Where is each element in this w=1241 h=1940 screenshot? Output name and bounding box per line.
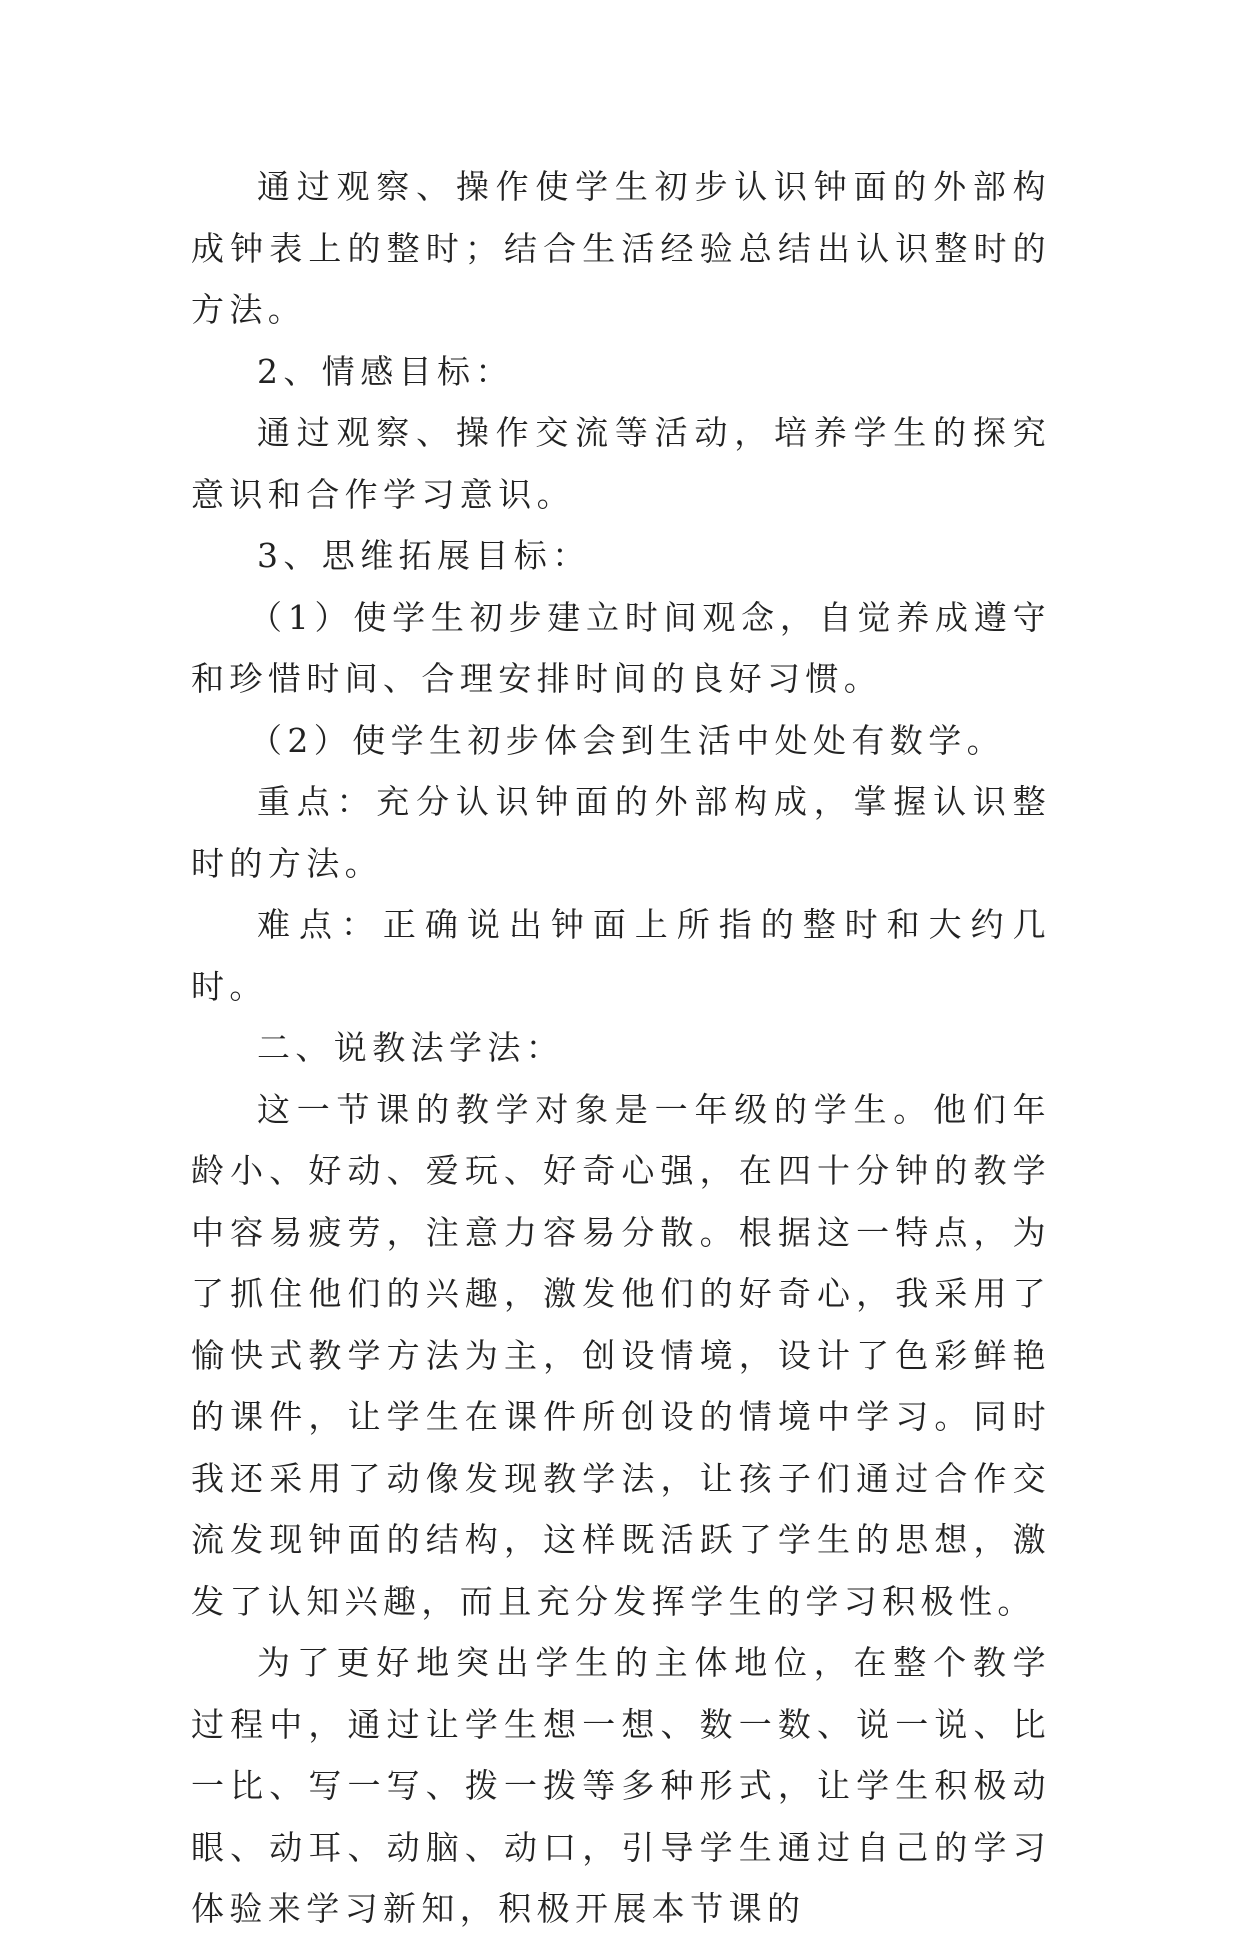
paragraph-teaching-method-2: 为了更好地突出学生的主体地位，在整个教学过程中，通过让学生想一想、数一数、说一说、比一比、写一写、拨一拨等多种形式，让学生积极动眼、动耳、动脑、动口，引导学生通过自己的学习体验来学习新知，积极开展本节课的 bbox=[191, 1643, 1051, 1928]
heading-thinking-goal: 3、思维拓展目标： bbox=[257, 536, 591, 575]
document-page bbox=[191, 156, 1051, 1940]
paragraph-key-point: 重点：充分认识钟面的外部构成，掌握认识整时的方法。 bbox=[191, 782, 1051, 883]
paragraph-emotion-goal-text: 通过观察、操作交流等活动，培养学生的探究意识和合作学习意识。 bbox=[191, 413, 1051, 514]
paragraph-thinking-goal-2: （2）使学生初步体会到生活中处处有数学。 bbox=[249, 720, 1005, 760]
heading-emotion-goal: 2、情感目标： bbox=[257, 351, 514, 391]
paragraph-teaching-method-1: 这一节课的教学对象是一年级的学生。他们年龄小、好动、爱玩、好奇心强，在四十分钟的教学中容易疲劳，注意力容易分散。根据这一特点，为了抓住他们的兴趣，激发他们的好奇心，我采用了愉快式教学方法为主，创设情境，设计了色彩鲜艳的课件，让学生在课件所创设的情境中学习。同时我还采用了动像发现教学法，让孩子们通过合作交流发现钟面的结构，这样既活跃了学生的思想，激发了认知兴趣，而且充分发挥学生的学习积极性。 bbox=[191, 1089, 1051, 1621]
paragraph-knowledge-goal-text: 通过观察、操作使学生初步认识钟面的外部构成钟表上的整时；结合生活经验总结出认识整时的方法。 bbox=[191, 167, 1051, 329]
paragraph-difficulty: 难点：正确说出钟面上所指的整时和大约几时。 bbox=[191, 905, 1051, 1006]
heading-teaching-method: 二、说教法学法： bbox=[257, 1028, 565, 1067]
paragraph-thinking-goal-1: （1）使学生初步建立时间观念，自觉养成遵守和珍惜时间、合理安排时间的良好习惯。 bbox=[191, 597, 1051, 698]
